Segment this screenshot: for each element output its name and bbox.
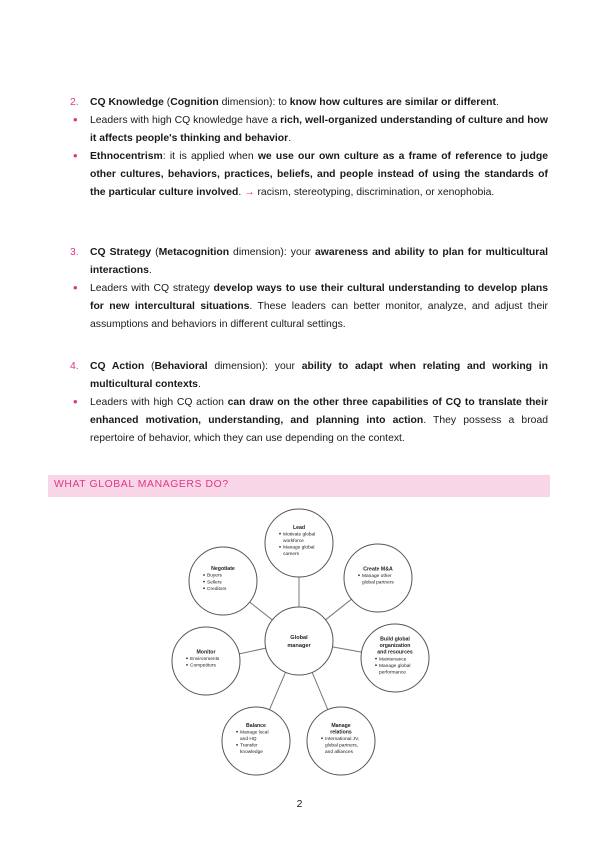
section-number: 3. bbox=[70, 247, 79, 258]
bullet-dot bbox=[203, 587, 205, 589]
node-item: Buyers bbox=[207, 573, 222, 579]
heading-text: ( bbox=[151, 247, 159, 258]
bullet-item bbox=[70, 148, 548, 203]
connector-line bbox=[326, 599, 352, 620]
section-band bbox=[48, 475, 550, 497]
bullet-dot bbox=[203, 574, 205, 576]
bullet-bold: develop ways to use their cultural understanding to develop plans for new intercultural situations bbox=[90, 283, 548, 313]
heading-term: CQ Knowledge bbox=[90, 97, 164, 108]
node-item: Environments bbox=[190, 657, 220, 662]
node-title: Lead bbox=[292, 524, 306, 531]
bullet-text: Leaders with CQ strategy bbox=[90, 283, 214, 294]
page-number: 2 bbox=[296, 799, 303, 810]
bullet-item bbox=[70, 280, 548, 335]
bullet-dot bbox=[186, 657, 188, 659]
heading-text: dimension): to bbox=[218, 97, 290, 108]
node-item: workforce bbox=[283, 539, 304, 544]
node-circle bbox=[189, 547, 257, 615]
heading-term: CQ Strategy bbox=[90, 247, 152, 258]
band-title: WHAT GLOBAL MANAGERS DO? bbox=[54, 479, 229, 490]
node-item: knowledge bbox=[240, 750, 263, 756]
node-title: and resources bbox=[377, 649, 413, 656]
node-item: Competitors bbox=[190, 663, 216, 669]
bullet-text: Leaders with high CQ knowledge have a bbox=[90, 115, 281, 126]
node-item: Sellers bbox=[207, 580, 222, 586]
node-item: Manage other bbox=[362, 574, 392, 579]
node-item: Maintenance bbox=[379, 657, 407, 663]
heading-text: . bbox=[197, 379, 201, 391]
connector-line bbox=[250, 602, 273, 620]
node-item: Manage local bbox=[240, 730, 269, 736]
bullet-text: Leaders with high CQ action bbox=[90, 397, 228, 408]
heading-dimension: Behavioral bbox=[154, 361, 208, 372]
bullet-item bbox=[70, 112, 548, 148]
node-item: careers bbox=[283, 552, 299, 558]
node-item: and HQ bbox=[240, 737, 257, 742]
heading-goal: know how cultures are similar or different bbox=[289, 97, 496, 108]
section-number: 4. bbox=[70, 361, 79, 372]
bullet-text: . bbox=[238, 187, 245, 199]
node-item: Manage global bbox=[283, 545, 315, 551]
heading-text: . bbox=[148, 265, 152, 277]
bullet-dot bbox=[236, 731, 238, 733]
heading-dimension: Cognition bbox=[170, 97, 219, 108]
bullet-text: . They possess a broad repertoire of behavior, which they can use depending on the context. bbox=[90, 415, 548, 445]
bullet-dot bbox=[375, 664, 377, 666]
node-title: organization bbox=[379, 643, 411, 650]
heading-dimension: Metacognition bbox=[158, 247, 230, 258]
bullet-bold: rich, well-organized understanding of culture and how it affects people's thinking and behavior bbox=[90, 115, 548, 145]
global-manager-diagram bbox=[168, 503, 430, 779]
arrow-icon: → bbox=[244, 187, 255, 199]
bullet-dot bbox=[375, 658, 377, 660]
section-4-heading bbox=[70, 358, 548, 394]
bullet-dot bbox=[203, 581, 205, 583]
heading-goal: awareness and ability to plan for multicultural interactions bbox=[90, 247, 548, 277]
center-circle bbox=[265, 607, 333, 675]
node-item: Creditors bbox=[207, 586, 227, 592]
heading-text: . bbox=[495, 97, 499, 108]
node-item: Motivate global bbox=[283, 532, 316, 538]
bullet-text: . bbox=[288, 133, 292, 145]
node-title: Create M&A bbox=[363, 566, 393, 573]
bullet-dot bbox=[358, 574, 360, 576]
center-label: Global bbox=[290, 635, 308, 641]
bullet-marker: • bbox=[73, 112, 78, 127]
node-title: relations bbox=[330, 729, 352, 736]
connector-line bbox=[312, 672, 328, 709]
node-item: Manage global bbox=[379, 663, 411, 669]
bullet-bold: Ethnocentrism bbox=[90, 151, 163, 162]
node-item: International JV, bbox=[325, 737, 360, 742]
heading-text: dimension): your bbox=[229, 247, 315, 258]
bullet-dot bbox=[186, 664, 188, 666]
heading-text: ( bbox=[163, 97, 171, 108]
bullet-dot bbox=[321, 737, 323, 739]
bullet-bold: we use our own culture as a frame of reference to judge other cultures, behaviors, practices, beliefs, and people instead of using the standards of the particular culture involved bbox=[90, 151, 548, 199]
node-title: Balance bbox=[246, 722, 266, 729]
heading-goal: ability to adapt when relating and working in multicultural contexts bbox=[90, 361, 548, 391]
node-title: Monitor bbox=[196, 649, 216, 656]
bullet-text: : it is applied when bbox=[162, 151, 258, 162]
bullet-bold: can draw on the other three capabilities of CQ to translate their enhanced motivation, understanding, and planning into action bbox=[90, 397, 549, 427]
bullet-dot bbox=[236, 744, 238, 746]
node-item: performance bbox=[379, 670, 406, 676]
node-item: Transfer bbox=[240, 743, 258, 749]
bullet-dot bbox=[279, 546, 281, 548]
connector-line bbox=[332, 647, 361, 652]
bullet-item bbox=[70, 394, 548, 449]
connector-line bbox=[269, 672, 285, 710]
heading-term: CQ Action bbox=[90, 361, 145, 372]
bullet-dot bbox=[279, 533, 281, 535]
heading-text: dimension): your bbox=[207, 361, 302, 372]
node-title: Negotiate bbox=[211, 566, 235, 573]
node-title: Build global bbox=[380, 636, 410, 643]
center-label: manager bbox=[287, 643, 311, 649]
section-number: 2. bbox=[70, 97, 79, 108]
node-item: global partners bbox=[362, 580, 394, 586]
heading-text: ( bbox=[144, 361, 155, 372]
node-title: Manage bbox=[331, 722, 351, 729]
bullet-text: racism, stereotyping, discrimination, or xenophobia. bbox=[254, 187, 495, 199]
connector-line bbox=[239, 648, 266, 654]
section-3-heading bbox=[70, 244, 548, 280]
bullet-text: . These leaders can better monitor, analyze, and adjust their assumptions and behaviors in different cultural settings. bbox=[90, 301, 548, 331]
bullet-marker: • bbox=[73, 394, 78, 409]
node-item: global partners, bbox=[325, 743, 359, 749]
node-item: and alliances bbox=[325, 750, 354, 756]
bullet-marker: • bbox=[73, 280, 78, 295]
bullet-marker: • bbox=[73, 148, 78, 163]
section-2-heading bbox=[70, 94, 548, 112]
